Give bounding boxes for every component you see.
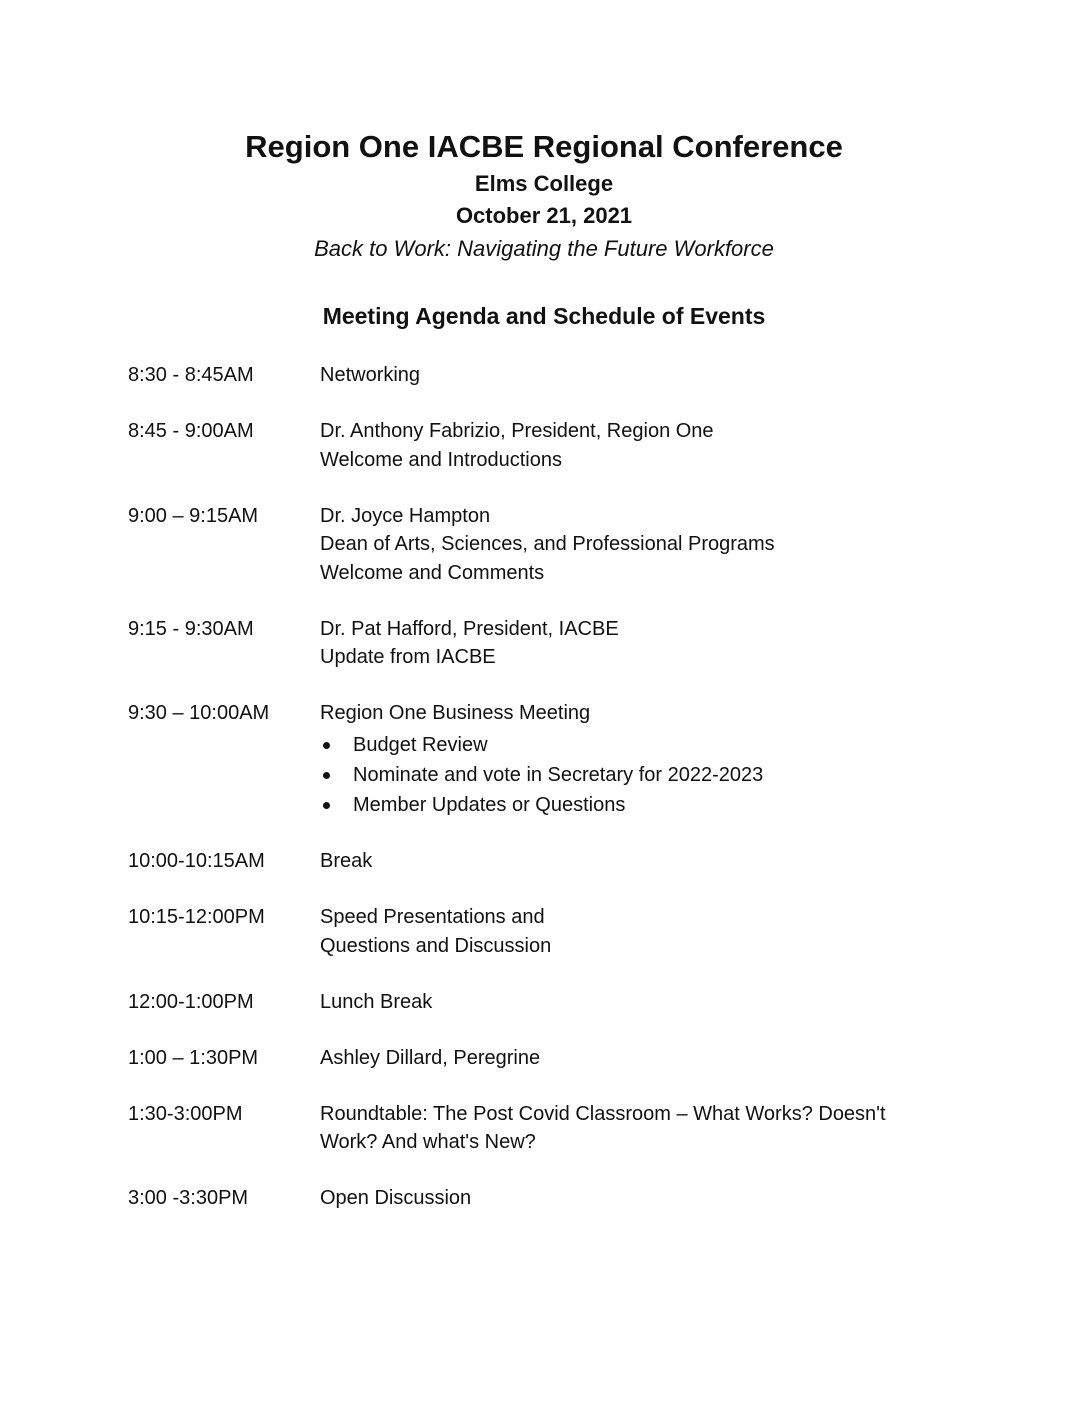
- agenda-description: [320, 847, 968, 876]
- agenda-bullet-text: Member Updates or Questions: [353, 793, 626, 816]
- agenda-item: [128, 417, 968, 474]
- conference-tagline: Back to Work: Navigating the Future Workforce: [314, 236, 774, 261]
- document-header: [0, 126, 1088, 266]
- agenda-description-line: Dr. Anthony Fabrizio, President, Region One: [320, 420, 714, 442]
- agenda-time: 12:00-1:00PM: [128, 990, 254, 1013]
- agenda-bullet-text: Nominate and vote in Secretary for 2022-2023: [353, 763, 764, 786]
- agenda-time: 10:15-12:00PM: [128, 906, 265, 928]
- agenda-time: 9:00 – 9:15AM: [128, 504, 259, 527]
- agenda-item: [128, 1100, 968, 1157]
- agenda-time: 1:00 – 1:30PM: [128, 1046, 259, 1069]
- agenda-bullet-list: [320, 730, 968, 820]
- conference-title: Region One IACBE Regional Conference: [245, 129, 843, 164]
- agenda-description-line: Break: [320, 850, 373, 872]
- agenda-description: [320, 903, 968, 960]
- agenda-description: [320, 361, 968, 390]
- agenda-description-line: Update from IACBE: [320, 646, 496, 668]
- agenda-heading: Meeting Agenda and Schedule of Events: [322, 303, 766, 329]
- agenda-description-line: Speed Presentations and: [320, 906, 545, 928]
- agenda-item: [128, 502, 968, 588]
- bullet-icon: [323, 802, 330, 809]
- agenda-description-line: Open Discussion: [320, 1187, 472, 1209]
- agenda-bullet-item: [320, 730, 968, 760]
- agenda-description-line: Roundtable: The Post Covid Classroom – What Works? Doesn't: [320, 1102, 886, 1125]
- agenda-description: [320, 1044, 968, 1073]
- agenda-description-line: Region One Business Meeting: [320, 702, 591, 724]
- agenda-description-line: Lunch Break: [320, 990, 433, 1013]
- agenda-item: [128, 903, 968, 960]
- agenda-description: [320, 615, 968, 672]
- agenda-description-line: Welcome and Comments: [320, 561, 545, 584]
- agenda-list: [128, 361, 968, 1240]
- agenda-description-line: Networking: [320, 364, 421, 386]
- agenda-bullet-text: Budget Review: [353, 733, 488, 756]
- agenda-time: 8:30 - 8:45AM: [128, 364, 254, 386]
- bullet-icon: [323, 772, 330, 779]
- agenda-item: [128, 361, 968, 390]
- agenda-time: 10:00-10:15AM: [128, 850, 265, 872]
- agenda-description-line: Dean of Arts, Sciences, and Professional Programs: [320, 533, 775, 555]
- venue: Elms College: [474, 171, 614, 196]
- agenda-description: [320, 417, 968, 474]
- agenda-description-line: Dr. Pat Hafford, President, IACBE: [320, 617, 619, 640]
- agenda-time: 1:30-3:00PM: [128, 1102, 243, 1125]
- agenda-description: [320, 988, 968, 1017]
- agenda-description: [320, 699, 968, 820]
- agenda-time: 8:45 - 9:00AM: [128, 420, 254, 442]
- agenda-description: [320, 1184, 968, 1213]
- agenda-description-line: Ashley Dillard, Peregrine: [320, 1046, 541, 1069]
- agenda-description-line: Welcome and Introductions: [320, 448, 562, 471]
- agenda-item: [128, 1044, 968, 1073]
- event-date: October 21, 2021: [455, 203, 633, 228]
- agenda-time: 9:15 - 9:30AM: [128, 617, 254, 640]
- agenda-time: 9:30 – 10:00AM: [128, 702, 270, 724]
- agenda-bullet-item: [320, 760, 968, 790]
- agenda-description-line: Dr. Joyce Hampton: [320, 504, 491, 527]
- agenda-bullet-item: [320, 790, 968, 820]
- agenda-description-line: Work? And what's New?: [320, 1131, 536, 1153]
- agenda-item: [128, 699, 968, 820]
- agenda-item: [128, 1184, 968, 1213]
- agenda-item: [128, 988, 968, 1017]
- bullet-icon: [323, 742, 330, 749]
- agenda-time: 3:00 -3:30PM: [128, 1187, 249, 1209]
- agenda-description-line: Questions and Discussion: [320, 934, 552, 957]
- agenda-description: [320, 502, 968, 588]
- agenda-item: [128, 615, 968, 672]
- agenda-description: [320, 1100, 968, 1157]
- agenda-item: [128, 847, 968, 876]
